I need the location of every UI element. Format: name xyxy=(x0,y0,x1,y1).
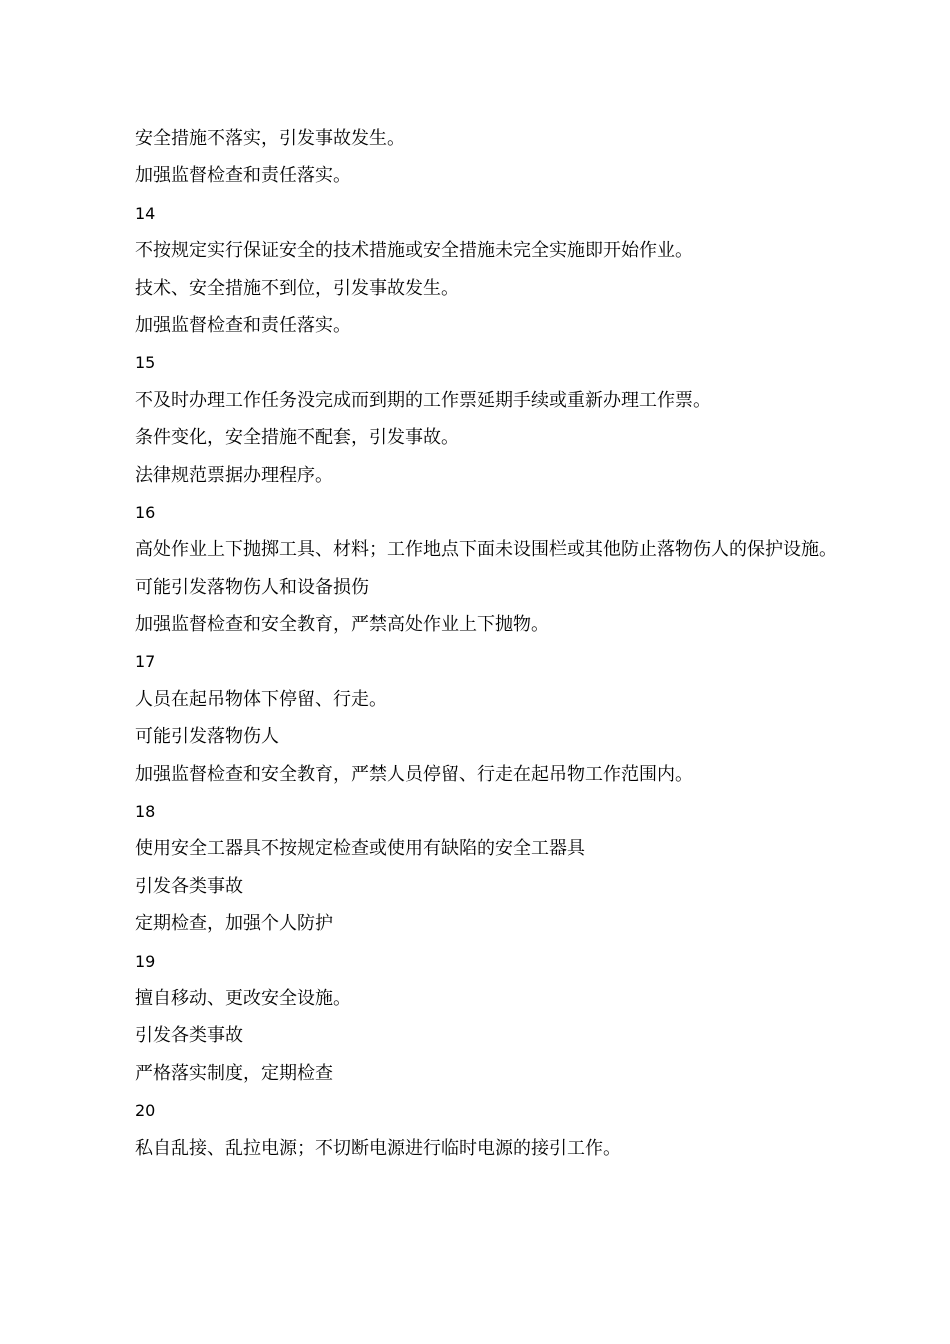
text-line: 加强监督检查和安全教育，严禁人员停留、行走在起吊物工作范围内。 xyxy=(135,763,693,785)
item-number: 19 xyxy=(135,951,156,971)
item-number: 17 xyxy=(135,652,156,672)
item-number: 15 xyxy=(135,353,156,373)
text-line: 私自乱接、乱拉电源；不切断电源进行临时电源的接引工作。 xyxy=(135,1137,621,1159)
text-line: 加强监督检查和责任落实。 xyxy=(135,165,351,187)
text-line: 安全措施不落实，引发事故发生。 xyxy=(135,128,405,149)
item-number: 18 xyxy=(135,802,156,822)
text-line: 可能引发落物伤人 xyxy=(135,726,279,748)
text-line: 引发各类事故 xyxy=(135,1025,243,1047)
text-line: 条件变化，安全措施不配套，引发事故。 xyxy=(135,427,459,449)
text-line: 不按规定实行保证安全的技术措施或安全措施未完全实施即开始作业。 xyxy=(135,240,693,262)
text-line: 不及时办理工作任务没完成而到期的工作票延期手续或重新办理工作票。 xyxy=(135,389,711,411)
text-line: 引发各类事故 xyxy=(135,875,243,897)
text-line: 加强监督检查和安全教育，严禁高处作业上下抛物。 xyxy=(135,614,549,636)
text-line: 可能引发落物伤人和设备损伤 xyxy=(135,576,369,598)
item-number: 14 xyxy=(135,203,156,223)
text-line: 擅自移动、更改安全设施。 xyxy=(135,988,351,1009)
text-line: 法律规范票据办理程序。 xyxy=(135,464,333,486)
text-line: 严格落实制度，定期检查 xyxy=(135,1062,333,1084)
text-line: 技术、安全措施不到位，引发事故发生。 xyxy=(135,277,459,299)
document-body xyxy=(116,120,840,1167)
item-number: 20 xyxy=(135,1101,156,1121)
item-number: 16 xyxy=(135,502,156,522)
text-line: 加强监督检查和责任落实。 xyxy=(135,314,351,336)
text-line: 定期检查，加强个人防护 xyxy=(135,913,333,935)
text-line: 人员在起吊物体下停留、行走。 xyxy=(135,688,387,710)
text-line: 使用安全工器具不按规定检查或使用有缺陷的安全工器具 xyxy=(135,838,585,860)
text-paragraph: 高处作业上下抛掷工具、材料；工作地点下面未设围栏或其他防止落物伤人的保护设施。 xyxy=(135,539,837,561)
